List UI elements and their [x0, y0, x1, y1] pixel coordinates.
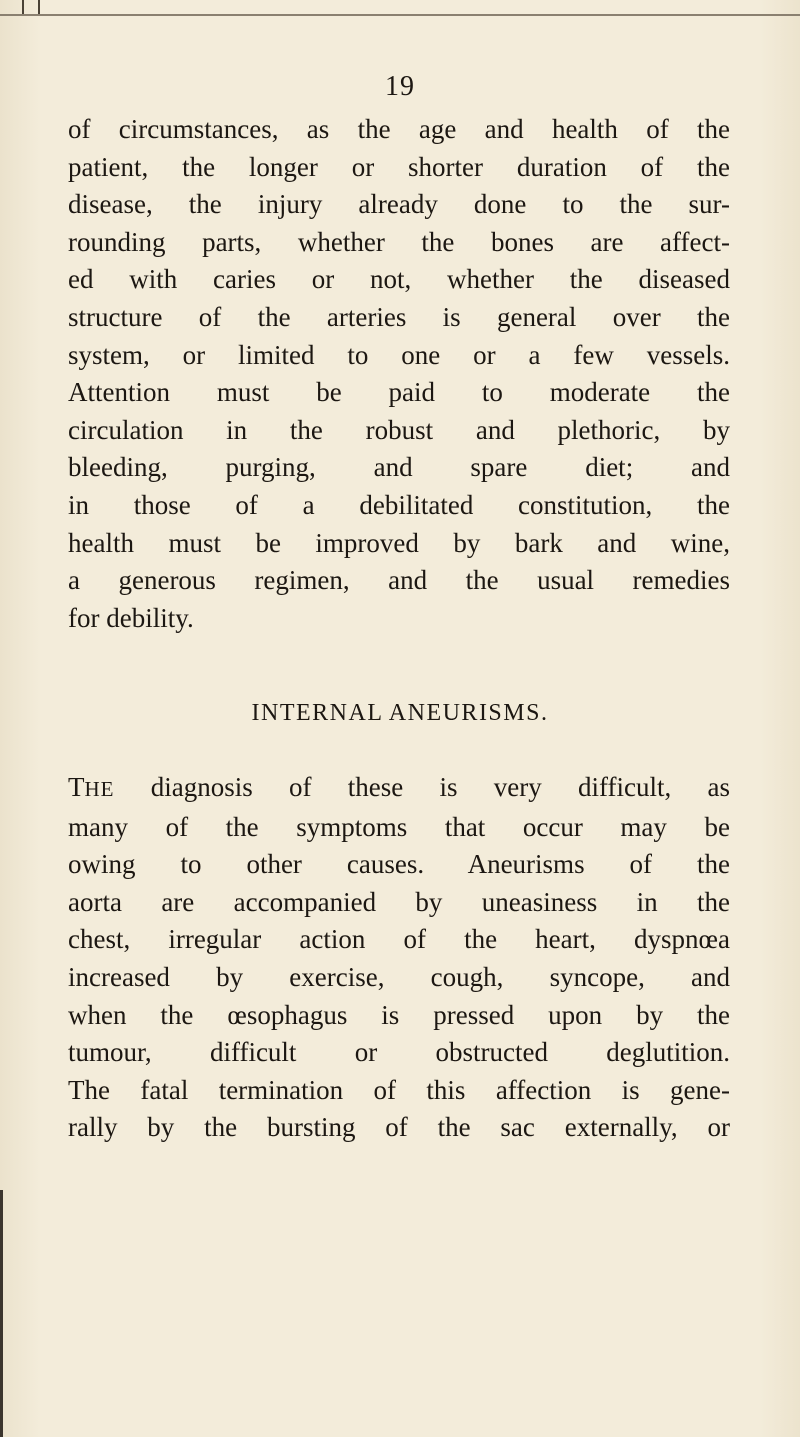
text-line: rally by the bursting of the sac externally, or — [68, 1112, 730, 1143]
left-edge-shadow — [0, 1190, 3, 1437]
paragraph-2 — [68, 769, 730, 1147]
text-line: disease, the injury already done to the sur- — [68, 189, 730, 220]
text-line: in those of a debilitated constitution, the — [68, 489, 730, 520]
text-line-first — [68, 769, 730, 809]
text-line: for debility. — [68, 602, 194, 633]
text-line: many of the symptoms that occur may be — [68, 811, 730, 842]
section-heading: INTERNAL ANEURISMS. — [251, 700, 549, 726]
smallcaps-word: HE — [84, 777, 115, 801]
text-line: tumour, difficult or obstructed deglutition. — [68, 1037, 730, 1068]
text-line: of circumstances, as the age and health of the — [68, 114, 730, 144]
text-line: structure of the arteries is general over the — [68, 301, 730, 332]
text-line: system, or limited to one or a few vessels. — [68, 339, 730, 370]
text-line: patient, the longer or shorter duration of the — [68, 151, 730, 182]
text-line: owing to other causes. Aneurisms of the — [68, 849, 730, 880]
initial-letter: T — [68, 772, 85, 802]
text-line: increased by exercise, cough, syncope, and — [68, 961, 730, 992]
text-line: chest, irregular action of the heart, dyspnœa — [68, 924, 730, 955]
text-line: bleeding, purging, and spare diet; and — [68, 452, 730, 483]
top-rule — [0, 14, 800, 16]
top-margin-mark — [22, 0, 40, 14]
text-line: a generous regimen, and the usual remedies — [68, 565, 730, 596]
text-line: ed with caries or not, whether the diseased — [68, 264, 730, 295]
text-line: circulation in the robust and plethoric, by — [68, 414, 730, 445]
page-number: 19 — [385, 71, 415, 102]
text-line: rounding parts, whether the bones are affect- — [68, 226, 730, 257]
paragraph-1 — [68, 111, 730, 637]
text-line: The fatal termination of this affection is gene- — [68, 1074, 730, 1105]
text-line: aorta are accompanied by uneasiness in the — [68, 886, 730, 917]
first-line-rest: diagnosis of these is very difficult, as — [114, 772, 730, 802]
text-line: when the œsophagus is pressed upon by the — [68, 999, 730, 1030]
text-line: health must be improved by bark and wine, — [68, 527, 730, 558]
text-line: Attention must be paid to moderate the — [68, 377, 730, 408]
